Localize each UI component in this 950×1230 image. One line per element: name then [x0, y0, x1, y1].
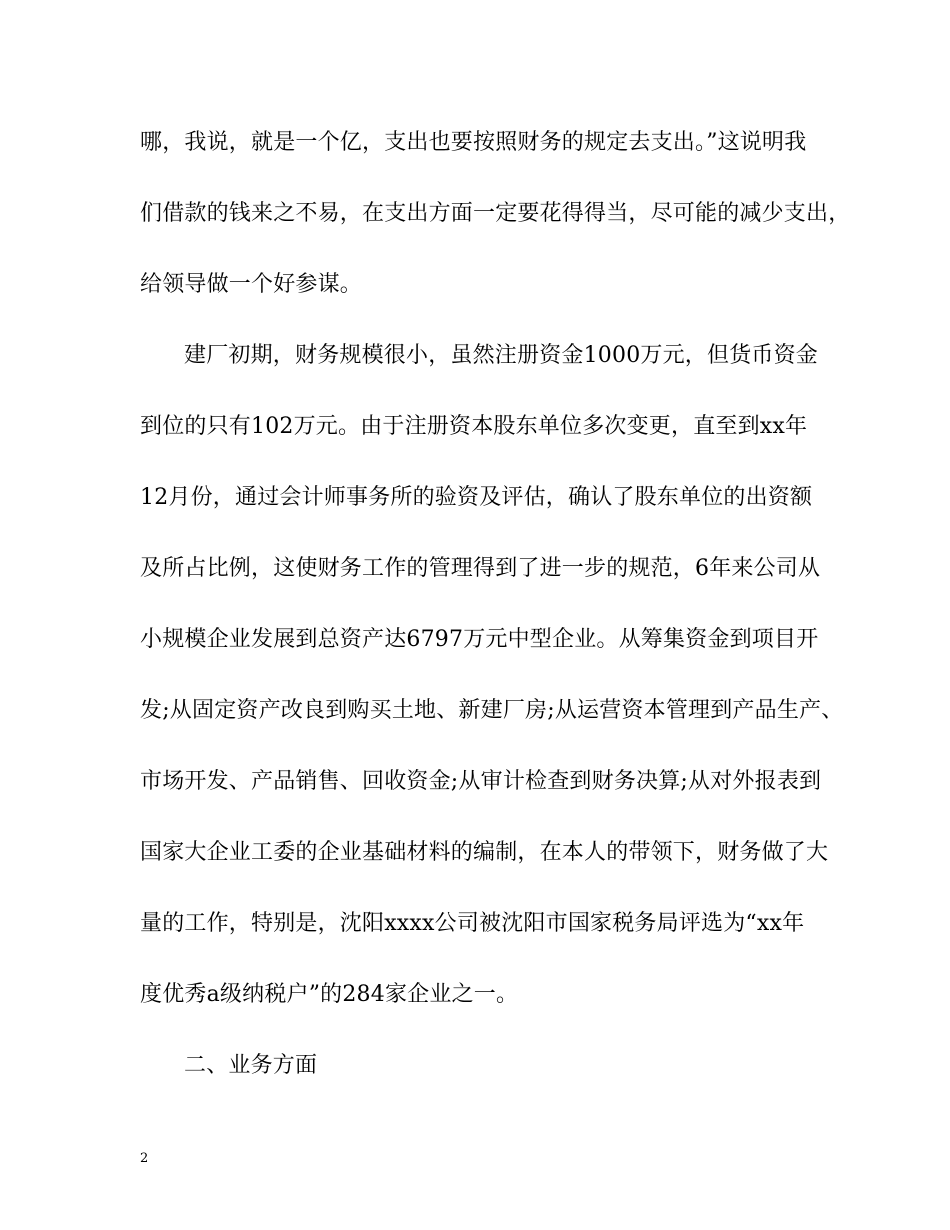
- paragraph-start-line: 建厂初期，财务规模很小，虽然注册资金1000万元，但货币资金: [184, 343, 818, 368]
- text-line-9: 发;从固定资产改良到购买土地、新建厂房;从运营资本管理到产品生产、: [140, 698, 844, 723]
- text-line-5: 到位的只有102万元。由于注册资本股东单位多次变更，直至到xx年: [140, 414, 808, 439]
- section-heading: 二、业务方面: [184, 1053, 318, 1078]
- page-number: 2: [140, 1151, 149, 1166]
- text-line-10: 市场开发、产品销售、回收资金;从审计检查到财务决算;从对外报表到: [140, 769, 822, 794]
- text-line-1: 哪，我说，就是一个亿，支出也要按照财务的规定去支出。”这说明我: [140, 130, 807, 155]
- text-line-7: 及所占比例，这使财务工作的管理得到了进一步的规范，6年来公司从: [140, 556, 821, 581]
- text-line-8: 小规模企业发展到总资产达6797万元中型企业。从筹集资金到项目开: [140, 627, 819, 652]
- text-line-2: 们借款的钱来之不易，在支出方面一定要花得得当，尽可能的减少支出，: [140, 201, 851, 226]
- text-line-12: 量的工作，特别是，沈阳xxxx公司被沈阳市国家税务局评选为“xx年: [140, 911, 805, 936]
- text-line-11: 国家大企业工委的企业基础材料的编制，在本人的带领下，财务做了大: [140, 840, 829, 865]
- text-line-13: 度优秀a级纳税户”的284家企业之一。: [140, 982, 519, 1007]
- text-line-6: 12月份，通过会计师事务所的验资及评估，确认了股东单位的出资额: [140, 485, 813, 510]
- text-line-3: 给领导做一个好参谋。: [140, 272, 363, 297]
